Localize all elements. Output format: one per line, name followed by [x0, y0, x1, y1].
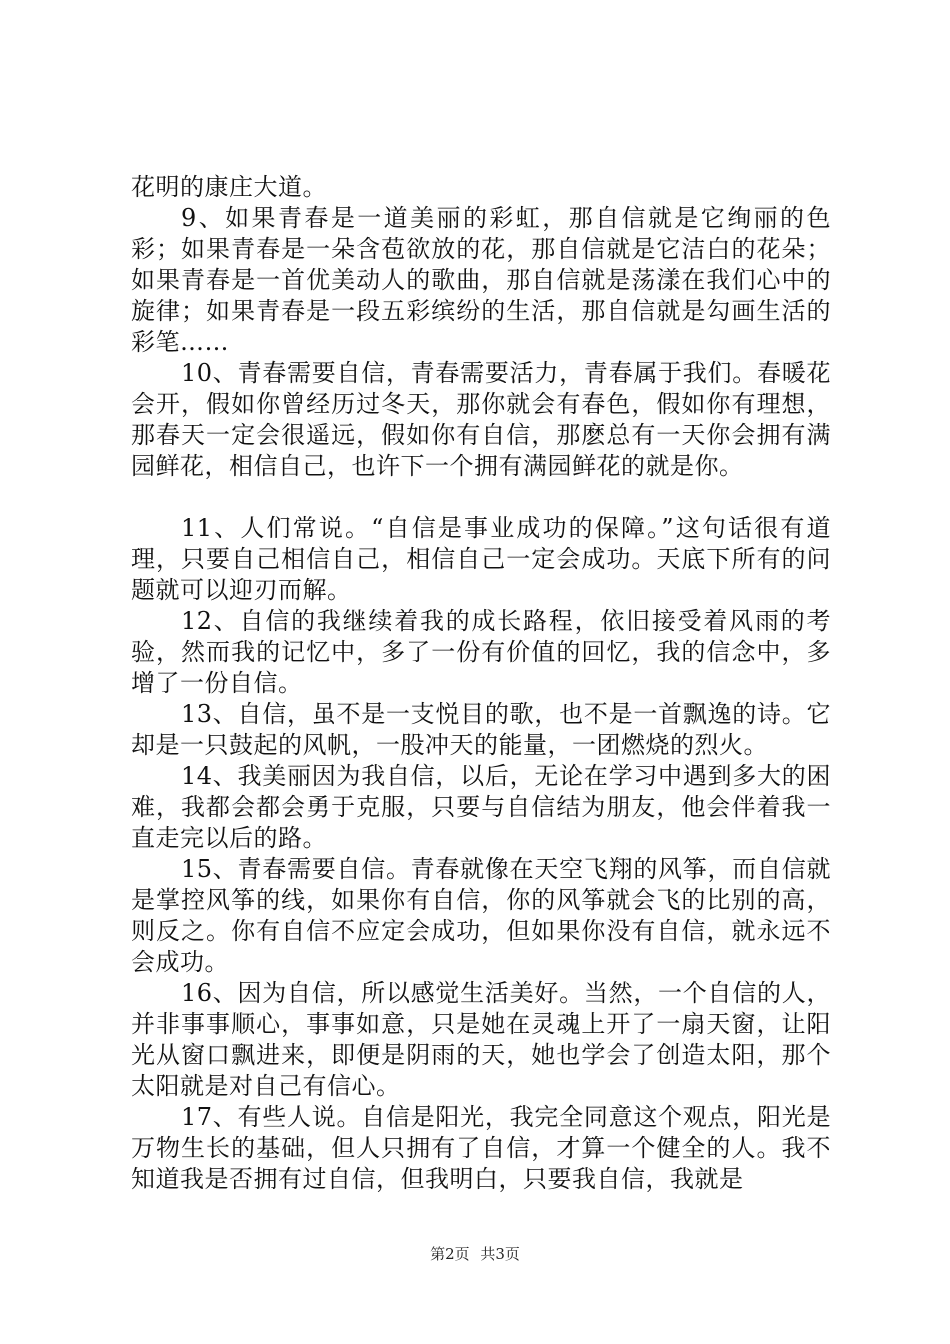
- paragraph-item-13: 13、自信，虽不是一支悦目的歌，也不是一首飘逸的诗。它却是一只鼓起的风帆，一股冲天的能量，一团燃烧的烈火。: [131, 700, 831, 759]
- paragraph-item-12: 12、自信的我继续着我的成长路程，依旧接受着风雨的考验，然而我的记忆中，多了一份有价值的回忆，我的信念中，多增了一份自信。: [131, 607, 831, 697]
- page-footer: [0, 1244, 950, 1264]
- paragraph-item-9: 9、如果青春是一道美丽的彩虹，那自信就是它绚丽的色彩；如果青春是一朵含苞欲放的花，那自信就是它洁白的花朵；如果青春是一首优美动人的歌曲，那自信就是荡漾在我们心中的旋律；如果青春是一段五彩缤纷的生活，那自信就是勾画生活的彩笔……: [131, 204, 831, 356]
- document-body: [131, 172, 831, 1195]
- paragraph-item-15: 15、青春需要自信。青春就像在天空飞翔的风筝，而自信就是掌控风筝的线，如果你有自信，你的风筝就会飞的比别的高，则反之。你有自信不应定会成功，但如果你没有自信，就永远不会成功。: [131, 855, 831, 976]
- paragraph-item-17: 17、有些人说。自信是阳光，我完全同意这个观点，阳光是万物生长的基础，但人只拥有了自信，才算一个健全的人。我不知道我是否拥有过自信，但我明白，只要我自信，我就是: [131, 1103, 831, 1193]
- page-number: 第2页: [430, 1245, 470, 1263]
- page-total: 共3页: [480, 1245, 520, 1263]
- paragraph-continuation: 花明的康庄大道。: [131, 173, 327, 201]
- paragraph-item-14: 14、我美丽因为我自信，以后，无论在学习中遇到多大的困难，我都会都会勇于克服，只要与自信结为朋友，他会伴着我一直走完以后的路。: [131, 762, 831, 852]
- paragraph-item-11: 11、人们常说。“自信是事业成功的保障。”这句话很有道理，只要自己相信自己，相信自己一定会成功。天底下所有的问题就可以迎刃而解。: [131, 514, 831, 604]
- paragraph-item-16: 16、因为自信，所以感觉生活美好。当然，一个自信的人，并非事事顺心，事事如意，只是她在灵魂上开了一扇天窗，让阳光从窗口飘进来，即便是阴雨的天，她也学会了创造太阳，那个太阳就是对自己有信心。: [131, 979, 831, 1100]
- paragraph-item-10: 10、青春需要自信，青春需要活力，青春属于我们。春暖花会开，假如你曾经历过冬天，那你就会有春色，假如你有理想，那春天一定会很遥远，假如你有自信，那麽总有一天你会拥有满园鲜花，相信自己，也许下一个拥有满园鲜花的就是你。: [131, 359, 831, 480]
